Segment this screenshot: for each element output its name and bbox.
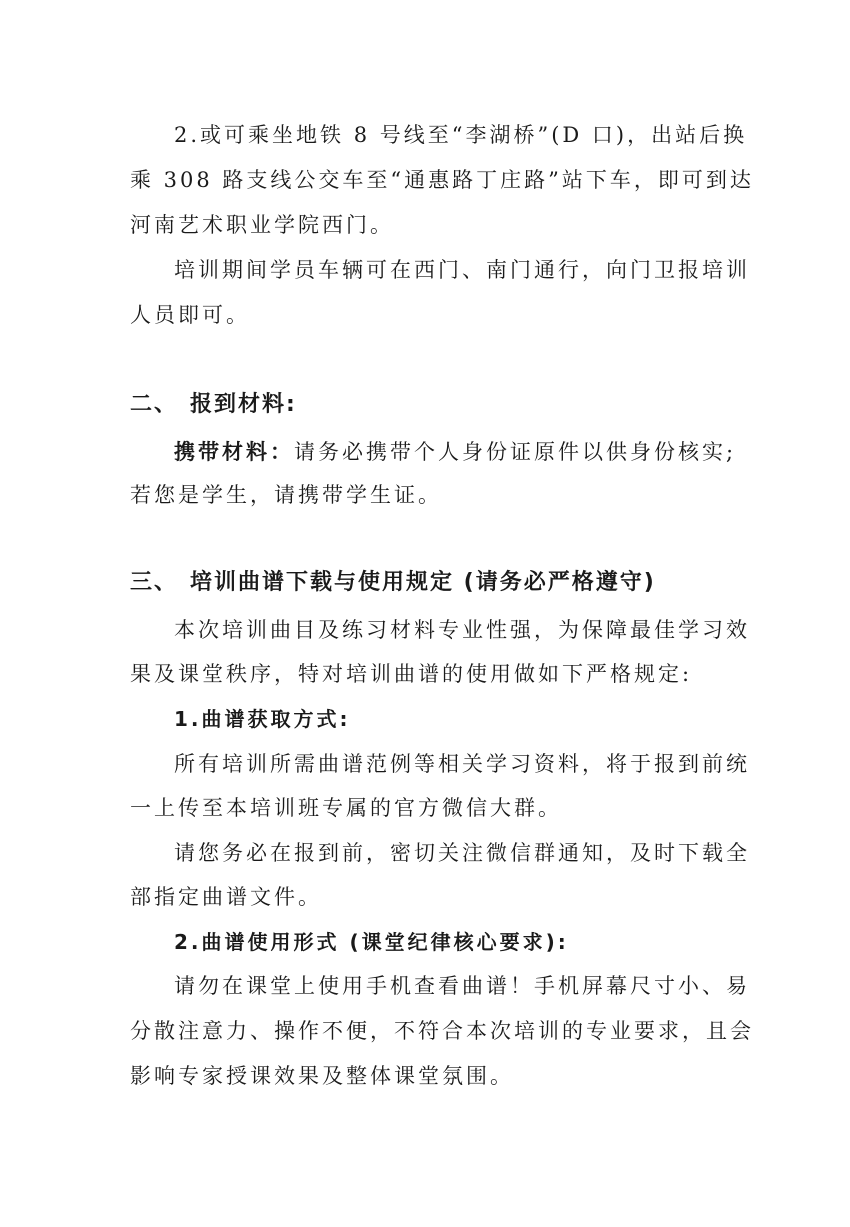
paragraph-line: 河南艺术职业学院西门。 <box>130 213 394 237</box>
bold-label: 携带材料： <box>174 440 294 464</box>
paragraph-line <box>174 437 736 467</box>
paragraph-line: 若您是学生，请携带学生证。 <box>130 483 442 507</box>
section-title: 报到材料: <box>190 392 297 417</box>
paragraph-line: 请您务必在报到前，密切关注微信群通知，及时下载全 <box>174 841 750 865</box>
paragraph-line: 一上传至本培训班专属的官方微信大群。 <box>130 796 562 820</box>
paragraph-line: 请勿在课堂上使用手机查看曲谱！手机屏幕尺寸小、易 <box>174 974 750 998</box>
subheading: 1.曲谱获取方式: <box>174 707 351 731</box>
paragraph-line: 部指定曲谱文件。 <box>130 885 322 909</box>
subheading: 2.曲谱使用形式 (课堂纪律核心要求): <box>174 930 569 954</box>
paragraph-line: 2.或可乘坐地铁 8 号线至“李湖桥”(D 口)，出站后换 <box>174 123 748 147</box>
paragraph-line: 果及课堂秩序，特对培训曲谱的使用做如下严格规定: <box>130 662 693 686</box>
paragraph-line: 分散注意力、操作不便，不符合本次培训的专业要求，且会 <box>130 1019 754 1043</box>
paragraph-line: 影响专家授课效果及整体课堂氛围。 <box>130 1064 514 1088</box>
paragraph-line: 乘 308 路支线公交车至“通惠路丁庄路”站下车，即可到达 <box>130 168 754 192</box>
paragraph-line: 本次培训曲目及练习材料专业性强，为保障最佳学习效 <box>174 618 750 642</box>
section-title: 培训曲谱下载与使用规定 (请务必严格遵守) <box>190 570 656 595</box>
section-number: 二、 <box>130 392 179 417</box>
paragraph-line: 人员即可。 <box>130 303 250 327</box>
paragraph-line: 培训期间学员车辆可在西门、南门通行，向门卫报培训 <box>174 258 750 282</box>
section-number: 三、 <box>130 570 179 595</box>
paragraph-text: 请务必携带个人身份证原件以供身份核实; <box>294 440 737 464</box>
section-heading-3 <box>130 568 656 598</box>
paragraph-line: 所有培训所需曲谱范例等相关学习资料，将于报到前统 <box>174 752 750 776</box>
section-heading-2 <box>130 390 297 420</box>
